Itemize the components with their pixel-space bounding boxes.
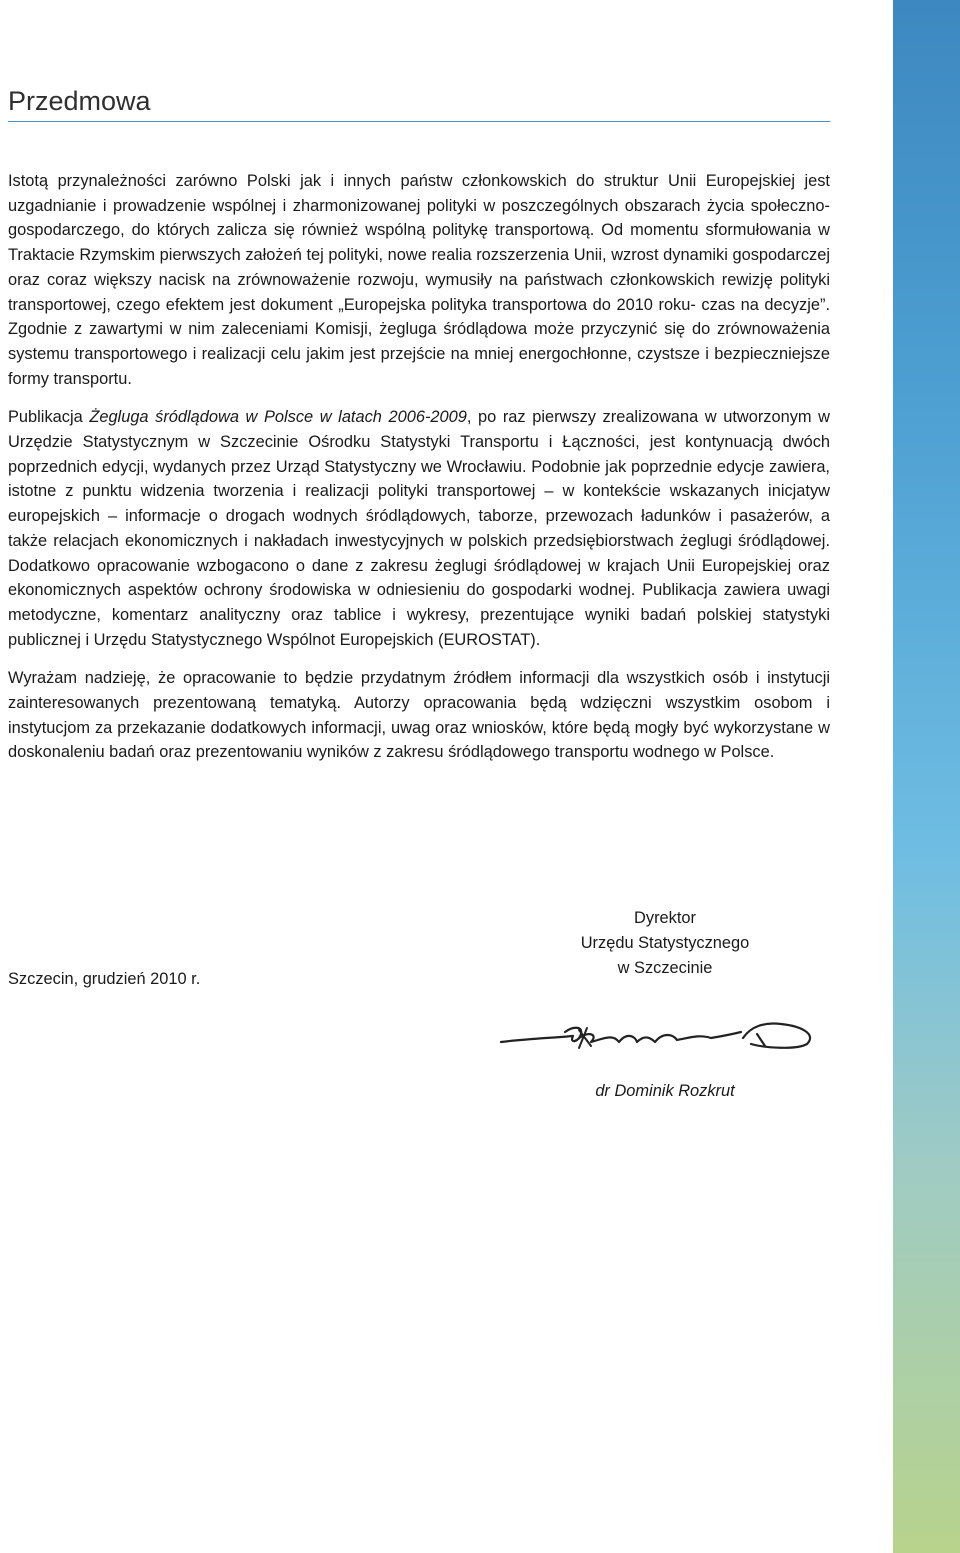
paragraph-3: Wyrażam nadzieję, że opracowanie to będzie przydatnym źródłem informacji dla wszystkich osób i instytucji zainteresowanych prezentowaną tematyką. Autorzy opracowania będą wdzięczni wszystkim osobom i instytucjom za przekazanie dodatkowych informacji, uwag oraz wniosków, które będą mogły być wykorzystane w doskonaleniu badań oraz prezentowaniu wyników z zakresu śródlądowego transportu wodnego w Polsce. bbox=[8, 669, 830, 762]
signer-name: dr Dominik Rozkrut bbox=[595, 1082, 735, 1100]
paragraph-2-rest: , po raz pierwszy zrealizowana w utworzonym w Urzędzie Statystycznym w Szczecinie Ośrodku Statystyki Transportu i Łączności, jest kontynuacją dwóch poprzednich edycji, wydanych przez Urząd Statystyczny we Wrocławiu. Podobnie jak poprzednie edycje zawiera, istotne z punktu widzenia tworzenia i realizacji polityki transportowej – w kontekście wskazanych inicjatyw europejskich – informacje o drogach wodnych śródlądowych, taborze, przewozach ładunków i pasażerów, a także relacjach ekonomicznych i nakładach inwestycyjnych w polskich przedsiębiorstwach żeglugi śródlądowej. Dodatkowo opracowanie wzbogacono o dane z zakresu żeglugi śródlądowej w krajach Unii Europejskiej oraz ekonomicznych aspektów ochrony środowiska w odniesieniu do gospodarki wodnej. Publikacja zawiera uwagi metodyczne, komentarz analityczny oraz tablice i wykresy, prezentujące wyniki badań polskiej statystyki publicznej i Urzędu Statystycznego Wspólnot Europejskich (EUROSTAT). bbox=[8, 408, 831, 649]
signatory-office: Urzędu Statystycznego bbox=[580, 934, 750, 952]
publication-title: Żegluga śródlądowa w Polsce w latach 2006-2009 bbox=[89, 408, 467, 427]
signatory-block bbox=[545, 906, 785, 981]
handwritten-signature bbox=[495, 1012, 825, 1062]
paragraph-2 bbox=[8, 405, 830, 652]
page-title: Przedmowa bbox=[8, 86, 830, 122]
signatory-title: Dyrektor bbox=[634, 909, 696, 927]
preface-body bbox=[8, 169, 830, 779]
place-and-date: Szczecin, grudzień 2010 r. bbox=[8, 970, 201, 988]
decorative-side-band bbox=[893, 0, 960, 1553]
paragraph-2-intro: Publikacja bbox=[8, 408, 90, 427]
paragraph-1: Istotą przynależności zarówno Polski jak i innych państw członkowskich do struktur Unii Europejskiej jest uzgadnianie i prowadzenie wspólnej i zharmonizowanej polityki w poszczególnych obszarach życia społeczno-gospodarczego, do których zalicza się również wspólną politykę transportową. Od momentu sformułowania w Traktacie Rzymskim pierwszych założeń tej polityki, nowe realia rozszerzenia Unii, wzrost dynamiki gospodarczej oraz coraz większy nacisk na zrównoważenie rozwoju, wymusiły na państwach członkowskich rewizję polityki transportowej, czego efektem jest dokument „Europejska polityka transportowa do 2010 roku- czas na decyzje”. Zgodnie z zawartymi w nim zaleceniami Komisji, żegluga śródlądowa może przyczynić się do zrównoważenia systemu transportowego i realizacji celu jakim jest przejście na mniej energochłonne, czystsze i bezpieczniejsze formy transportu. bbox=[8, 172, 830, 388]
signatory-city: w Szczecinie bbox=[617, 959, 713, 977]
